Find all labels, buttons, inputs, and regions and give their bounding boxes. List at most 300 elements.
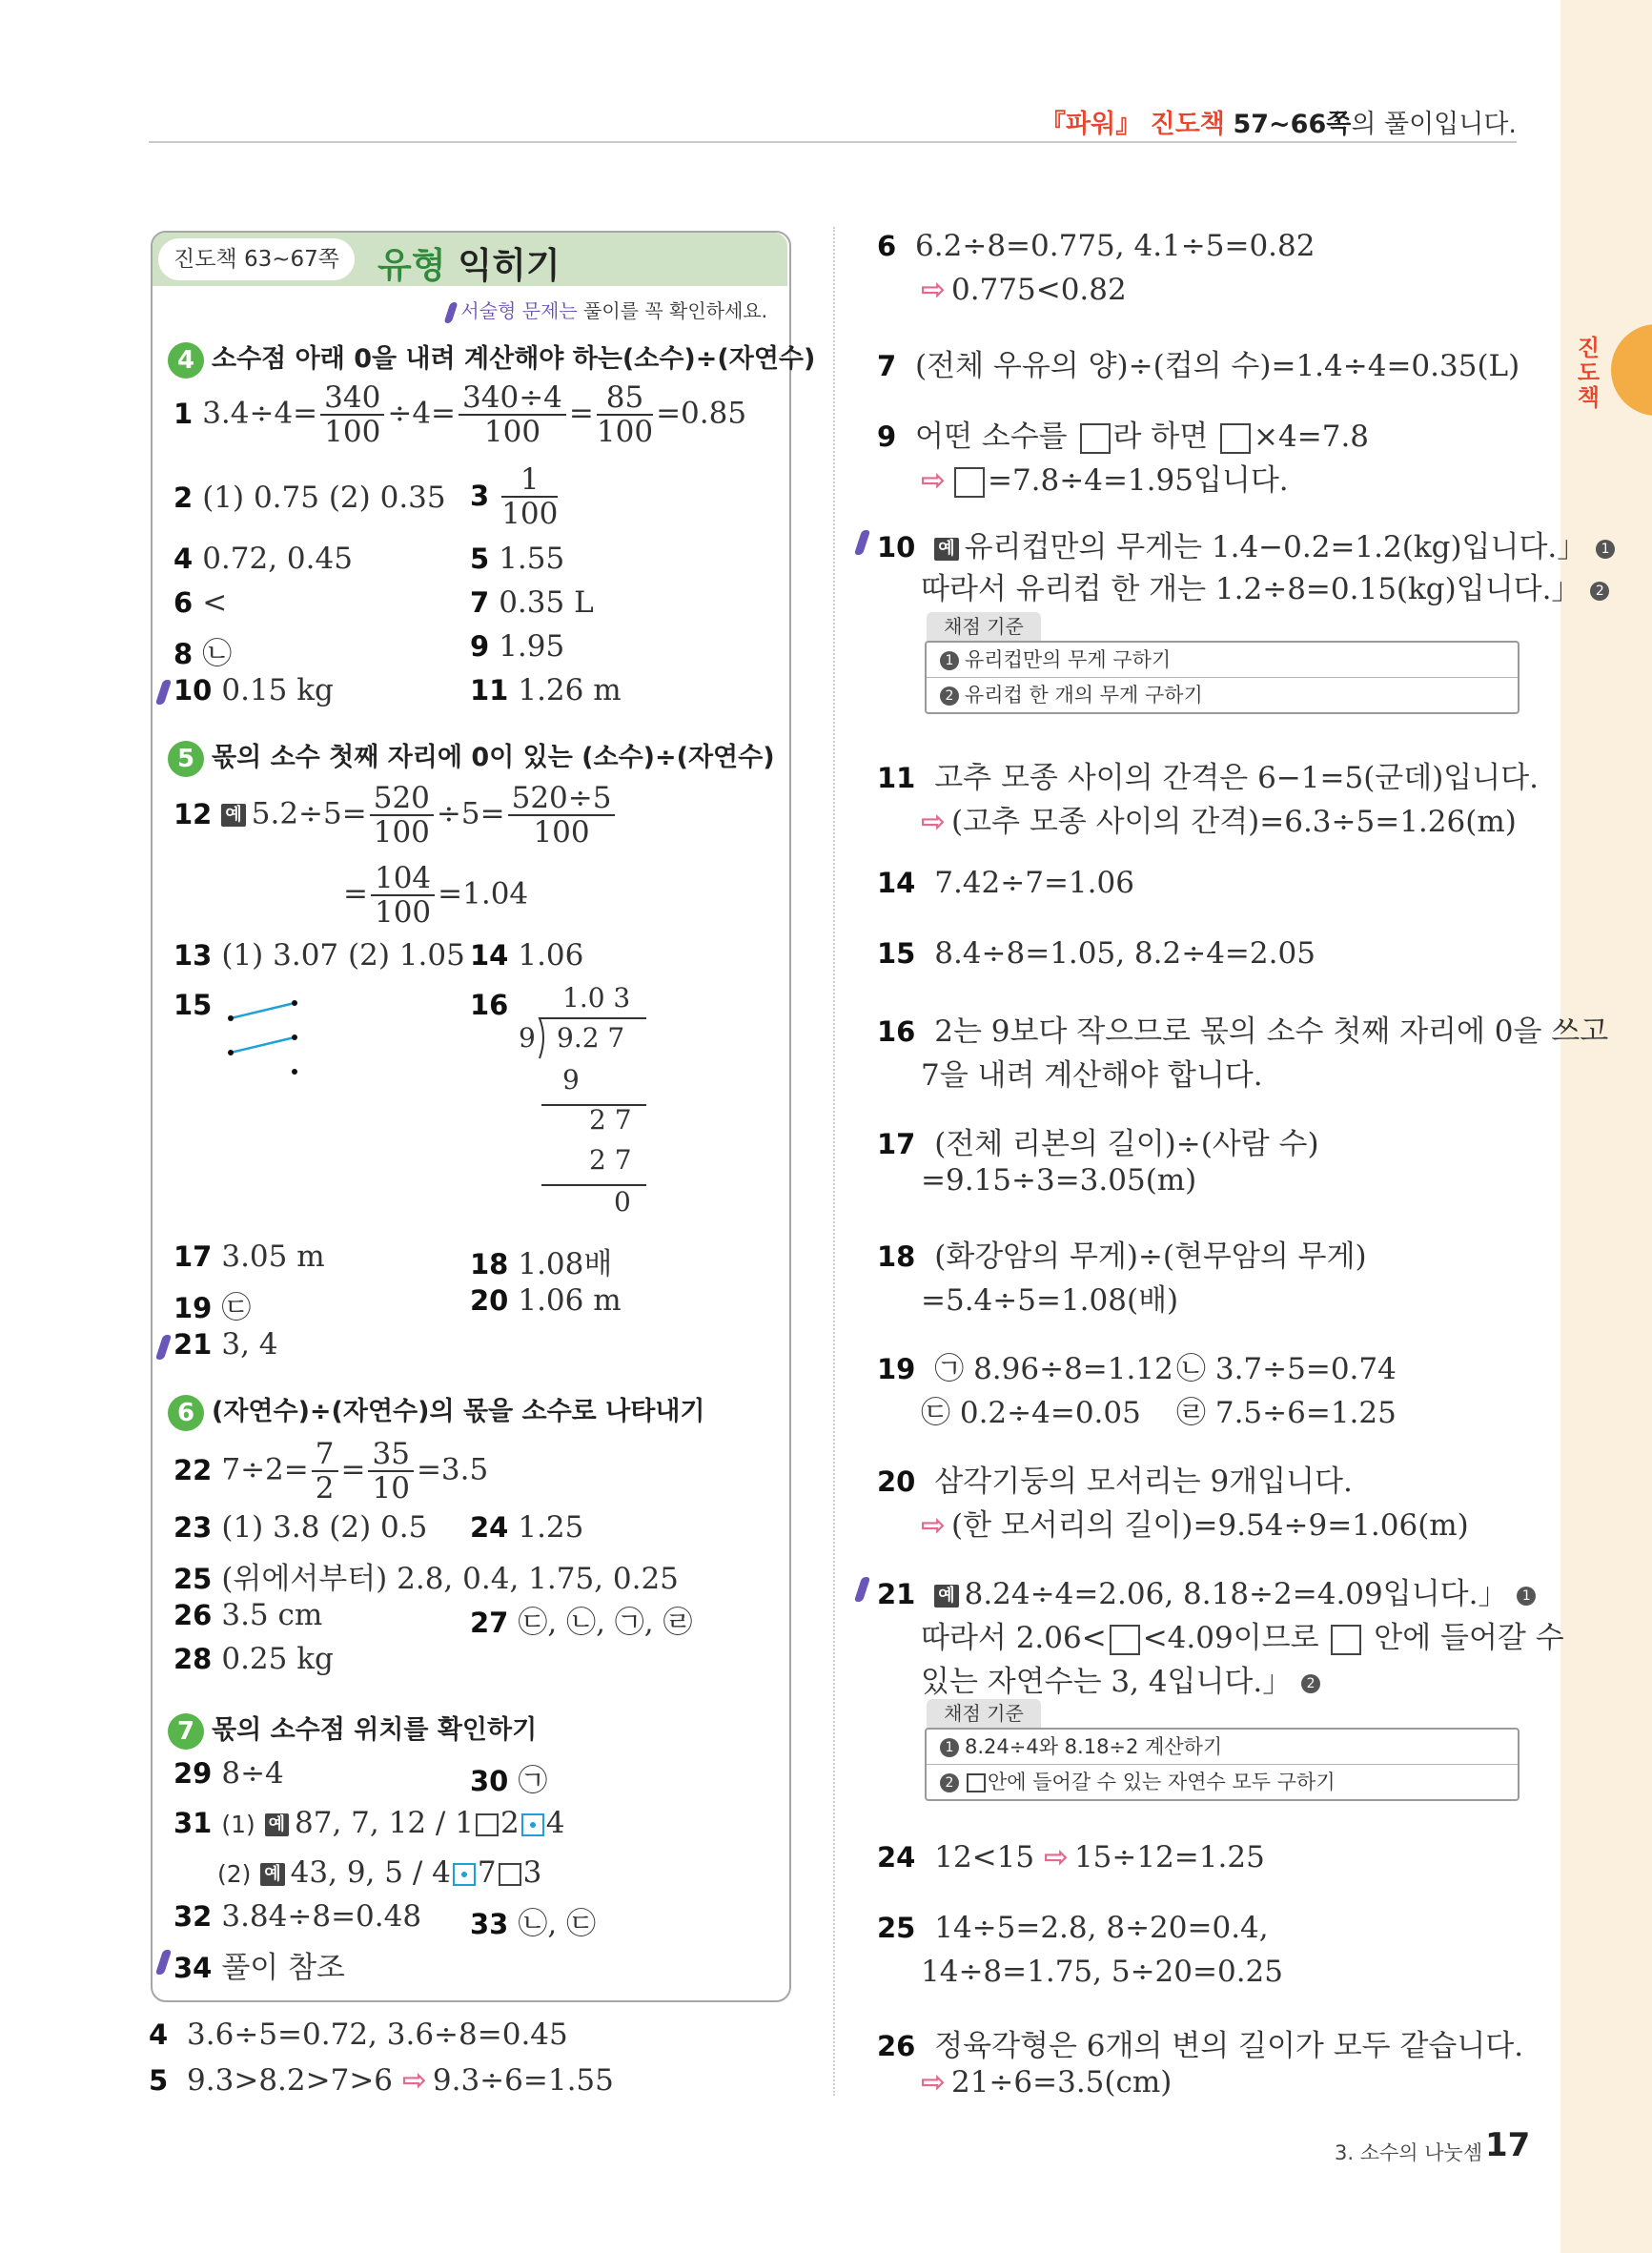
answer-text: 0.35 L bbox=[499, 585, 594, 620]
answer-12-line2 bbox=[343, 862, 528, 929]
answer-17 bbox=[173, 1239, 325, 1274]
solution-text: 정육각형은 6개의 변의 길이가 모두 같습니다. bbox=[934, 2029, 1524, 2063]
answer-text: 87, 7, 12 / 1 bbox=[295, 1806, 474, 1840]
essay-note-a: 서술형 문제는 bbox=[460, 299, 578, 322]
fraction bbox=[597, 381, 653, 448]
criteria-box bbox=[925, 1728, 1519, 1801]
step-marker: 2 bbox=[1301, 1674, 1320, 1693]
solution-text: 라 하면 bbox=[1112, 420, 1218, 454]
item-number: 9 bbox=[470, 630, 490, 663]
header-range: 57~66쪽 bbox=[1233, 110, 1352, 139]
solution-19-d bbox=[1176, 1388, 1397, 1431]
criteria-box bbox=[925, 641, 1519, 714]
expr: = bbox=[343, 876, 368, 911]
section-heading bbox=[168, 736, 775, 777]
solution-text: 12<15 bbox=[934, 1840, 1035, 1874]
fraction bbox=[312, 1438, 338, 1505]
item-number: 33 bbox=[470, 1908, 509, 1940]
solution-16-line2 bbox=[921, 1051, 1263, 1094]
solution-text: (고추 모종 사이의 간격)=6.3÷5=1.26(m) bbox=[950, 805, 1517, 839]
expr: = bbox=[340, 1452, 366, 1487]
blank-box bbox=[1110, 1625, 1140, 1655]
solution-17 bbox=[877, 1119, 1319, 1162]
solution-6 bbox=[877, 229, 1315, 263]
answer-9 bbox=[470, 629, 564, 664]
solution-text: <4.09이므로 bbox=[1142, 1621, 1329, 1655]
solution-18-line2 bbox=[921, 1276, 1178, 1319]
solution-text: 따라서 2.06< bbox=[921, 1621, 1107, 1655]
fraction bbox=[459, 381, 566, 448]
answer-text: 1.06 m bbox=[518, 1283, 622, 1318]
side-tab-label: 진도책 bbox=[1573, 336, 1600, 410]
solution-20-line2 bbox=[921, 1501, 1469, 1544]
solution-20 bbox=[877, 1457, 1353, 1500]
solution-16 bbox=[877, 1007, 1608, 1050]
answer-text: ㉠ bbox=[518, 1764, 548, 1798]
criteria-row bbox=[927, 1730, 1518, 1764]
header-suffix: 의 풀이입니다. bbox=[1351, 110, 1517, 139]
solution-text: 15÷12=1.25 bbox=[1073, 1840, 1265, 1874]
answer-21 bbox=[173, 1327, 278, 1362]
division-step: 0 bbox=[614, 1186, 631, 1218]
solution-11-line2 bbox=[921, 797, 1517, 840]
solution-text: 7.42÷7=1.06 bbox=[934, 866, 1134, 900]
numerator: 340 bbox=[320, 381, 384, 416]
example-badge: 예 bbox=[221, 804, 245, 827]
dividend: 9.2 7 bbox=[557, 1022, 625, 1054]
solution-18 bbox=[877, 1232, 1367, 1275]
pencil-icon bbox=[854, 530, 870, 555]
answer-30 bbox=[470, 1756, 547, 1799]
numerator: 104 bbox=[371, 862, 435, 896]
criteria-row bbox=[927, 677, 1518, 712]
answer-text: 3.84÷8=0.48 bbox=[221, 1899, 422, 1934]
answer-text: 4 bbox=[545, 1806, 565, 1840]
answer-text: (위에서부터) 2.8, 0.4, 1.75, 0.25 bbox=[221, 1562, 679, 1596]
criteria-label: 채점 기준 bbox=[927, 1699, 1041, 1728]
criteria-label: 채점 기준 bbox=[927, 612, 1041, 641]
item-number: 3 bbox=[470, 479, 490, 512]
long-division bbox=[515, 982, 648, 1218]
answer-26 bbox=[173, 1598, 322, 1632]
step-marker: 1 bbox=[940, 651, 959, 670]
divisor: 9 bbox=[519, 1022, 536, 1054]
item-number: 4 bbox=[149, 2018, 169, 2051]
essay-note-b: 풀이를 꼭 확인하세요. bbox=[577, 299, 767, 322]
quotient: 1.0 3 bbox=[562, 982, 631, 1014]
arrow-icon: ⇨ bbox=[921, 805, 946, 839]
solution-text: 유리컵만의 무게는 1.4−0.2=1.2(kg)입니다.」 bbox=[964, 530, 1587, 564]
item-number: 7 bbox=[470, 586, 490, 619]
division-step: 2 7 bbox=[589, 1104, 632, 1136]
answer-20 bbox=[470, 1283, 622, 1318]
item-number: 1 bbox=[173, 397, 194, 430]
solution-text: 8.4÷8=1.05, 8.2÷4=2.05 bbox=[934, 936, 1315, 971]
fraction bbox=[508, 782, 616, 849]
arrow-icon: ⇨ bbox=[921, 2065, 946, 2099]
solution-text: =5.4÷5=1.08(배) bbox=[921, 1283, 1179, 1318]
solution-text: 있는 자연수는 3, 4입니다.」 bbox=[921, 1665, 1293, 1699]
answer-text: 8÷4 bbox=[221, 1756, 284, 1791]
item-number: 19 bbox=[877, 1353, 916, 1385]
item-number: 10 bbox=[173, 674, 213, 707]
denominator: 100 bbox=[483, 415, 541, 449]
item-number: 6 bbox=[877, 230, 897, 262]
answer-33 bbox=[470, 1899, 596, 1942]
answer-text: 0.15 kg bbox=[221, 673, 334, 707]
answer-29 bbox=[173, 1756, 284, 1791]
denominator: 100 bbox=[374, 895, 432, 930]
solution-11 bbox=[877, 753, 1539, 796]
answer-text: ㉢ bbox=[221, 1291, 252, 1325]
answer-22 bbox=[173, 1438, 488, 1505]
item-number: 24 bbox=[877, 1841, 916, 1874]
section-heading bbox=[168, 338, 815, 379]
blank-box bbox=[1080, 423, 1111, 454]
solution-text: ㉠ 8.96÷8=1.12 bbox=[934, 1352, 1173, 1386]
item-number: 9 bbox=[877, 420, 897, 453]
section-title: 소수점 아래 0을 내려 계산해야 하는(소수)÷(자연수) bbox=[212, 344, 816, 374]
solution-text: =7.8÷4=1.95입니다. bbox=[987, 463, 1289, 498]
solution-25-line2 bbox=[921, 1955, 1283, 1989]
solution-6-line2 bbox=[921, 273, 1127, 307]
answer-text: 1.95 bbox=[499, 629, 565, 664]
blank-box bbox=[967, 1773, 986, 1792]
solution-text: 고추 모종 사이의 간격은 6−1=5(군데)입니다. bbox=[934, 761, 1539, 795]
numerator: 340÷4 bbox=[459, 381, 566, 416]
numerator: 85 bbox=[597, 381, 653, 416]
numerator: 1 bbox=[501, 463, 558, 498]
solution-text: 안에 들어갈 수 bbox=[1364, 1621, 1564, 1655]
answer-8 bbox=[173, 629, 232, 672]
answer-14 bbox=[470, 938, 583, 973]
numerator: 520 bbox=[370, 782, 434, 816]
solution-19-c bbox=[921, 1388, 1141, 1431]
step-marker: 2 bbox=[940, 686, 959, 706]
practice-box-title bbox=[377, 236, 561, 288]
answer-15 bbox=[173, 988, 221, 1022]
solution-9 bbox=[877, 412, 1369, 455]
solution-text: (한 모서리의 길이)=9.54÷9=1.06(m) bbox=[950, 1508, 1469, 1543]
denominator: 100 bbox=[373, 815, 430, 850]
answer-10 bbox=[173, 673, 334, 707]
denominator: 100 bbox=[533, 815, 590, 850]
numerator: 7 bbox=[312, 1438, 338, 1472]
pencil-icon bbox=[854, 1577, 870, 1602]
match-dot bbox=[228, 1015, 234, 1021]
answer-25 bbox=[173, 1554, 679, 1597]
decimal-box-marked bbox=[453, 1863, 476, 1886]
solution-text: 6.2÷8=0.775, 4.1÷5=0.82 bbox=[915, 229, 1315, 263]
step-marker: 1 bbox=[940, 1738, 959, 1757]
solution-text: 3.6÷5=0.72, 3.6÷8=0.45 bbox=[187, 2017, 568, 2052]
item-number: 5 bbox=[149, 2064, 169, 2097]
section-title: 몫의 소수점 위치를 확인하기 bbox=[212, 1715, 538, 1745]
solution-text: (전체 리본의 길이)÷(사람 수) bbox=[934, 1127, 1319, 1161]
solution-9-line2 bbox=[921, 456, 1289, 499]
solution-text: 14÷8=1.75, 5÷20=0.25 bbox=[921, 1955, 1283, 1989]
answer-32 bbox=[173, 1899, 421, 1934]
item-number: 21 bbox=[877, 1578, 916, 1610]
numerator: 35 bbox=[368, 1438, 413, 1472]
answer-11 bbox=[470, 673, 622, 707]
answer-23 bbox=[173, 1510, 427, 1545]
page-range-pill: 진도책 63~67쪽 bbox=[158, 238, 355, 280]
solution-text: =9.15÷3=3.05(m) bbox=[921, 1163, 1197, 1198]
item-number: 24 bbox=[470, 1511, 509, 1544]
answer-text: 7 bbox=[477, 1855, 497, 1890]
denominator: 10 bbox=[372, 1471, 410, 1505]
solution-7 bbox=[877, 341, 1519, 384]
solution-4 bbox=[149, 2017, 568, 2052]
solution-text: 어떤 소수를 bbox=[915, 420, 1077, 454]
item-number: 10 bbox=[877, 531, 916, 563]
decimal-box bbox=[499, 1863, 521, 1886]
denominator: 100 bbox=[501, 497, 559, 531]
decimal-point-dot bbox=[461, 1872, 467, 1877]
item-number: 31 bbox=[173, 1807, 213, 1839]
match-dot bbox=[292, 1069, 297, 1075]
answer-text: 1.06 bbox=[518, 938, 584, 973]
item-number: 14 bbox=[877, 867, 916, 899]
answer-28 bbox=[173, 1642, 334, 1676]
answer-text: 0.25 kg bbox=[221, 1642, 334, 1676]
expr: = bbox=[568, 396, 594, 431]
example-badge: 예 bbox=[934, 1585, 958, 1608]
expr: =3.5 bbox=[416, 1452, 489, 1487]
expr: 5.2÷5= bbox=[251, 796, 367, 831]
expr: ÷4= bbox=[387, 396, 457, 431]
essay-note bbox=[447, 296, 767, 323]
item-number: 7 bbox=[877, 350, 897, 382]
solution-text: 0.775<0.82 bbox=[950, 273, 1127, 307]
answer-text: 2 bbox=[500, 1806, 520, 1840]
arrow-icon: ⇨ bbox=[921, 273, 946, 307]
blank-box bbox=[1331, 1625, 1361, 1655]
fraction bbox=[501, 463, 558, 530]
header-note bbox=[1040, 103, 1517, 140]
solution-26 bbox=[877, 2021, 1523, 2064]
denominator: 2 bbox=[315, 1471, 335, 1505]
arrow-icon: ⇨ bbox=[921, 463, 946, 498]
criteria-text: 안에 들어갈 수 있는 자연수 모두 구하기 bbox=[988, 1771, 1336, 1793]
item-number: 4 bbox=[173, 543, 194, 575]
answer-19 bbox=[173, 1283, 251, 1326]
answer-27 bbox=[470, 1598, 692, 1641]
example-badge: 예 bbox=[265, 1813, 289, 1836]
answer-text: 1.08배 bbox=[518, 1247, 613, 1281]
solution-19 bbox=[877, 1344, 1173, 1387]
answer-text: (1) 3.07 (2) 1.05 bbox=[221, 938, 465, 973]
sub-label: (1) bbox=[221, 1811, 255, 1838]
fraction bbox=[370, 782, 434, 849]
answer-31-1 bbox=[173, 1806, 564, 1840]
answer-text: 3.5 cm bbox=[221, 1598, 323, 1632]
solution-text: ×4=7.8 bbox=[1254, 420, 1370, 454]
column-divider bbox=[833, 227, 835, 2096]
decimal-point-dot bbox=[530, 1822, 536, 1828]
solution-text: (전체 우유의 양)÷(컵의 수)=1.4÷4=0.35(L) bbox=[915, 349, 1520, 383]
item-number: 27 bbox=[470, 1607, 509, 1639]
item-number: 17 bbox=[173, 1240, 213, 1273]
denominator: 100 bbox=[324, 415, 381, 449]
item-number: 6 bbox=[173, 586, 194, 619]
solution-text: 7을 내려 계산해야 합니다. bbox=[921, 1058, 1263, 1093]
answer-3 bbox=[470, 463, 561, 530]
answer-text: 1.26 m bbox=[518, 673, 622, 707]
item-number: 32 bbox=[173, 1900, 213, 1933]
page-number: 17 bbox=[1485, 2126, 1531, 2164]
item-number: 26 bbox=[877, 2030, 916, 2062]
item-number: 14 bbox=[470, 939, 509, 972]
expr: 3.4÷4= bbox=[202, 396, 318, 431]
answer-text: 풀이 참조 bbox=[221, 1951, 345, 1985]
match-line bbox=[231, 1037, 295, 1053]
item-number: 17 bbox=[877, 1128, 916, 1160]
item-number: 34 bbox=[173, 1952, 213, 1984]
solution-text: (화강암의 무게)÷(현무암의 무게) bbox=[934, 1239, 1367, 1274]
criteria-text: 유리컵만의 무게 구하기 bbox=[965, 648, 1172, 671]
criteria-text: 8.24÷4와 8.18÷2 계산하기 bbox=[965, 1735, 1223, 1758]
expr: =1.04 bbox=[438, 876, 529, 911]
solution-text: 2는 9보다 작으므로 몫의 소수 첫째 자리에 0을 쓰고 bbox=[934, 1014, 1609, 1049]
answer-text: 3, 4 bbox=[221, 1327, 278, 1362]
denominator: 100 bbox=[596, 415, 654, 449]
solution-21 bbox=[877, 1569, 1541, 1612]
section-heading bbox=[168, 1709, 537, 1750]
fraction bbox=[320, 381, 384, 448]
fraction bbox=[371, 862, 435, 929]
solution-10-line2 bbox=[921, 564, 1615, 607]
item-number: 23 bbox=[173, 1511, 213, 1544]
item-number: 15 bbox=[173, 989, 213, 1021]
item-number: 25 bbox=[173, 1563, 213, 1595]
criteria-text: 유리컵 한 개의 무게 구하기 bbox=[965, 684, 1203, 707]
section-title: (자연수)÷(자연수)의 몫을 소수로 나타내기 bbox=[212, 1397, 705, 1426]
answer-5 bbox=[470, 542, 564, 576]
arrow-icon: ⇨ bbox=[401, 2063, 427, 2098]
solution-text: 9.3>8.2>7>6 bbox=[187, 2063, 394, 2098]
blank-box bbox=[954, 467, 985, 498]
solution-text: ㉢ 0.2÷4=0.05 bbox=[921, 1396, 1141, 1430]
item-number: 2 bbox=[173, 481, 194, 514]
solution-21-line2 bbox=[921, 1613, 1564, 1656]
section-number: 4 bbox=[168, 342, 204, 379]
answer-text: ㉢, ㉡, ㉠, ㉣ bbox=[518, 1606, 693, 1640]
item-number: 11 bbox=[470, 674, 509, 707]
item-number: 28 bbox=[173, 1643, 213, 1675]
solution-14 bbox=[877, 866, 1134, 900]
step-marker: 1 bbox=[1596, 540, 1615, 559]
answer-7 bbox=[470, 585, 594, 620]
match-dot bbox=[228, 1050, 234, 1055]
match-dot bbox=[292, 1034, 297, 1040]
item-number: 29 bbox=[173, 1757, 213, 1790]
header-rule bbox=[149, 141, 1517, 143]
solution-text: 따라서 유리컵 한 개는 1.2÷8=0.15(kg)입니다.」 bbox=[921, 572, 1581, 606]
answer-1 bbox=[173, 381, 746, 448]
solution-19-b bbox=[1176, 1344, 1397, 1387]
header-prefix: 『파워』 진도책 bbox=[1040, 110, 1225, 139]
solution-text: 21÷6=3.5(cm) bbox=[950, 2065, 1173, 2099]
fraction bbox=[368, 1438, 413, 1505]
step-marker: 2 bbox=[940, 1773, 959, 1792]
answer-18 bbox=[470, 1239, 612, 1282]
section-heading bbox=[168, 1390, 705, 1431]
title-part-b: 익히기 bbox=[445, 245, 561, 286]
example-badge: 예 bbox=[934, 538, 958, 561]
item-number: 20 bbox=[470, 1284, 509, 1317]
item-number: 18 bbox=[877, 1240, 916, 1273]
item-number: 21 bbox=[173, 1328, 213, 1361]
blank-box bbox=[1220, 423, 1251, 454]
solution-24 bbox=[877, 1840, 1265, 1874]
expr: =0.85 bbox=[656, 396, 747, 431]
match-dot bbox=[292, 1000, 297, 1006]
answer-text: ㉡, ㉢ bbox=[518, 1907, 597, 1941]
answer-text: 0.72, 0.45 bbox=[202, 542, 353, 576]
solution-26-line2 bbox=[921, 2065, 1172, 2099]
solution-5 bbox=[149, 2063, 614, 2098]
answer-12 bbox=[173, 782, 618, 849]
item-number: 5 bbox=[470, 543, 490, 575]
decimal-box bbox=[476, 1813, 499, 1836]
numerator: 520÷5 bbox=[508, 782, 616, 816]
answer-text: ㉡ bbox=[202, 637, 233, 671]
answer-4 bbox=[173, 542, 353, 576]
item-number: 18 bbox=[470, 1248, 509, 1280]
solution-text: 삼각기둥의 모서리는 9개입니다. bbox=[934, 1464, 1353, 1499]
section-number: 6 bbox=[168, 1395, 204, 1431]
section-number: 5 bbox=[168, 741, 204, 777]
answer-text: < bbox=[202, 585, 228, 620]
item-number: 19 bbox=[173, 1292, 213, 1324]
solution-text: ㉣ 7.5÷6=1.25 bbox=[1176, 1396, 1397, 1430]
item-number: 25 bbox=[877, 1912, 916, 1944]
solution-15 bbox=[877, 936, 1315, 971]
solution-17-line2 bbox=[921, 1163, 1196, 1198]
answer-text: (1) 0.75 (2) 0.35 bbox=[202, 481, 446, 515]
section-title: 몫의 소수 첫째 자리에 0이 있는 (소수)÷(자연수) bbox=[212, 743, 775, 772]
solution-text: 14÷5=2.8, 8÷20=0.4, bbox=[934, 1911, 1269, 1945]
solution-25 bbox=[877, 1911, 1269, 1945]
solution-10 bbox=[877, 522, 1621, 565]
expr: ÷5= bbox=[436, 796, 505, 831]
item-number: 13 bbox=[173, 939, 213, 972]
answer-34 bbox=[173, 1943, 345, 1986]
solution-text: ㉡ 3.7÷5=0.74 bbox=[1176, 1352, 1397, 1386]
answer-6 bbox=[173, 585, 227, 620]
matching-lines-diagram bbox=[221, 992, 307, 1077]
criteria-row bbox=[927, 643, 1518, 677]
title-part-a: 유형 bbox=[377, 245, 446, 286]
step-marker: 1 bbox=[1517, 1587, 1536, 1606]
arrow-icon: ⇨ bbox=[921, 1508, 946, 1543]
solution-text: 8.24÷4=2.06, 8.18÷2=4.09입니다.」 bbox=[964, 1577, 1508, 1611]
arrow-icon: ⇨ bbox=[1043, 1840, 1069, 1874]
answer-text: 3.05 m bbox=[221, 1239, 325, 1274]
item-number: 8 bbox=[173, 638, 194, 670]
answer-24 bbox=[470, 1510, 583, 1545]
answer-13 bbox=[173, 938, 465, 973]
chapter-footer: 3. 소수의 나눗셈 bbox=[1335, 2141, 1483, 2164]
item-number: 12 bbox=[173, 797, 213, 830]
answer-2 bbox=[173, 481, 446, 515]
step-marker: 2 bbox=[1590, 582, 1609, 601]
item-number: 20 bbox=[877, 1465, 916, 1498]
solution-21-line3 bbox=[921, 1657, 1326, 1700]
answer-16 bbox=[470, 988, 518, 1022]
